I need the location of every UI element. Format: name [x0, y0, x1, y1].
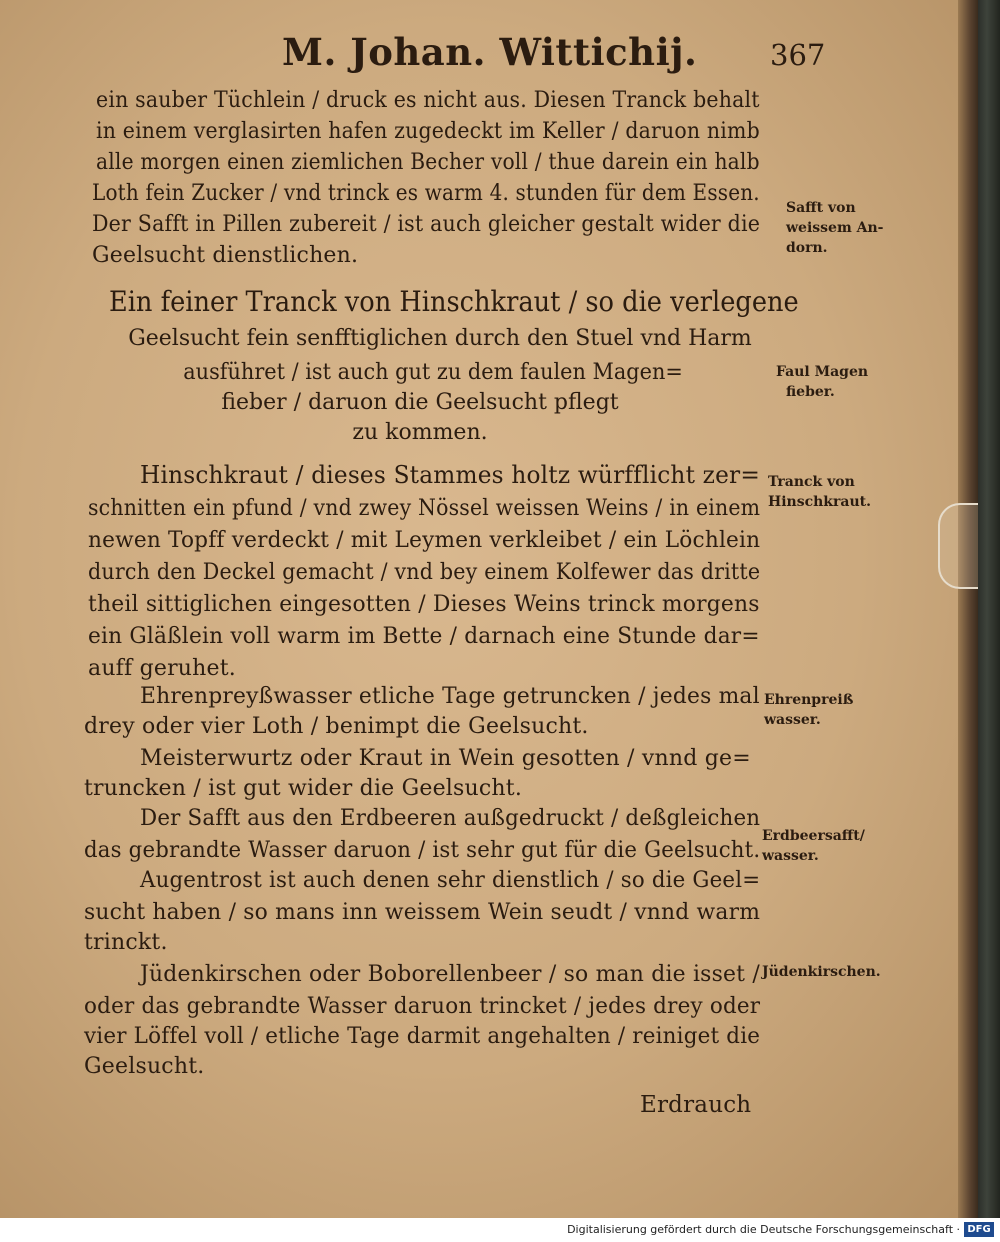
- margin-note: [768, 472, 871, 512]
- dfg-logo: DFG: [964, 1222, 994, 1237]
- book-cover-edge: [978, 0, 1000, 1218]
- text-line: ein sauber Tüchlein / druck es nicht aus. Diesen Tranck behalt: [96, 88, 760, 113]
- margin-note: [764, 690, 853, 730]
- margin-note-line: wasser.: [764, 712, 821, 728]
- text-line: Jüdenkirschen oder Boborellenbeer / so man die isset /: [140, 962, 760, 987]
- text-line: alle morgen einen ziemlichen Becher voll / thue darein ein halb: [96, 150, 760, 175]
- section-title-line: zu kommen.: [352, 420, 488, 445]
- section-title-line: ausführet / ist auch gut zu dem faulen Magen=: [183, 360, 683, 385]
- section-title-line: fieber / daruon die Geelsucht pflegt: [221, 390, 619, 415]
- margin-note-line: Tranck von: [768, 474, 855, 490]
- text-line: truncken / ist gut wider die Geelsucht.: [84, 776, 523, 801]
- text-line: Meisterwurtz oder Kraut in Wein gesotten / vnnd ge=: [140, 746, 751, 771]
- text-line: ein Gläßlein voll warm im Bette / darnach eine Stunde dar=: [88, 624, 760, 649]
- text-line: Geelsucht dienstlichen.: [92, 243, 359, 268]
- margin-note: [776, 362, 868, 402]
- text-line: auff geruhet.: [88, 656, 236, 681]
- footer-bar: [0, 1218, 1000, 1242]
- margin-note-line: dorn.: [786, 240, 828, 256]
- text-line: vier Löffel voll / etliche Tage darmit angehalten / reiniget die: [84, 1024, 761, 1049]
- margin-note-line: Jüdenkirschen.: [762, 964, 881, 980]
- text-line: Hinschkraut / dieses Stammes holtz würfflicht zer=: [140, 461, 761, 489]
- text-line: newen Topff verdeckt / mit Leymen verkleibet / ein Löchlein: [88, 528, 761, 553]
- page-edge-shadow: [958, 0, 978, 1218]
- text-line: sucht haben / so mans inn weissem Wein seudt / vnnd warm: [84, 900, 761, 925]
- text-line: Der Safft in Pillen zubereit / ist auch gleicher gestalt wider die: [92, 212, 761, 237]
- running-title: M. Johan. Wittichij.: [282, 30, 698, 74]
- text-line: Ehrenpreyßwasser etliche Tage getruncken / jedes mal: [140, 684, 760, 709]
- text-line: Der Safft aus den Erdbeeren außgedruckt / deßgleichen: [140, 806, 761, 831]
- text-line: in einem verglasirten hafen zugedeckt im Keller / daruon nimb: [96, 119, 760, 144]
- section-title-line: Geelsucht fein senfftiglichen durch den Stuel vnd Harm: [128, 326, 752, 351]
- margin-note-line: Ehrenpreiß: [764, 692, 854, 708]
- text-line: durch den Deckel gemacht / vnd bey einem Kolfewer das dritte: [88, 560, 761, 585]
- margin-note-line: weissem An-: [786, 220, 884, 236]
- margin-note: [786, 198, 884, 258]
- section-title-line: Ein feiner Tranck von Hinschkraut / so die verlegene: [108, 285, 799, 318]
- margin-note-line: Hinschkraut.: [768, 494, 871, 510]
- text-line: trinckt.: [84, 930, 168, 955]
- text-line: Loth fein Zucker / vnd trinck es warm 4. stunden für dem Essen.: [92, 181, 760, 206]
- margin-note-line: Faul Magen: [776, 364, 869, 380]
- margin-note-line: fieber.: [786, 384, 835, 400]
- page-tab-marker: [938, 503, 978, 589]
- text-line: schnitten ein pfund / vnd zwey Nössel weissen Weins / in einem: [88, 496, 761, 521]
- margin-note-line: Erdbeersafft/: [762, 828, 865, 844]
- text-line: oder das gebrandte Wasser daruon trincket / jedes drey oder: [84, 994, 761, 1019]
- footer-credit: Digitalisierung gefördert durch die Deutsche Forschungsgemeinschaft ·: [567, 1223, 960, 1236]
- text-line: drey oder vier Loth / benimpt die Geelsucht.: [84, 714, 589, 739]
- page-number: 367: [770, 38, 826, 72]
- catchword: Erdrauch: [640, 1092, 752, 1118]
- margin-note-line: Safft von: [786, 200, 856, 216]
- margin-note-line: wasser.: [762, 848, 819, 864]
- text-line: Geelsucht.: [84, 1054, 205, 1079]
- margin-note: [762, 826, 865, 866]
- text-line: das gebrandte Wasser daruon / ist sehr gut für die Geelsucht.: [84, 838, 761, 863]
- text-line: Augentrost ist auch denen sehr dienstlich / so die Geel=: [140, 868, 761, 893]
- text-line: theil sittiglichen eingesotten / Dieses Weins trinck morgens: [88, 592, 760, 617]
- margin-note: [762, 962, 881, 982]
